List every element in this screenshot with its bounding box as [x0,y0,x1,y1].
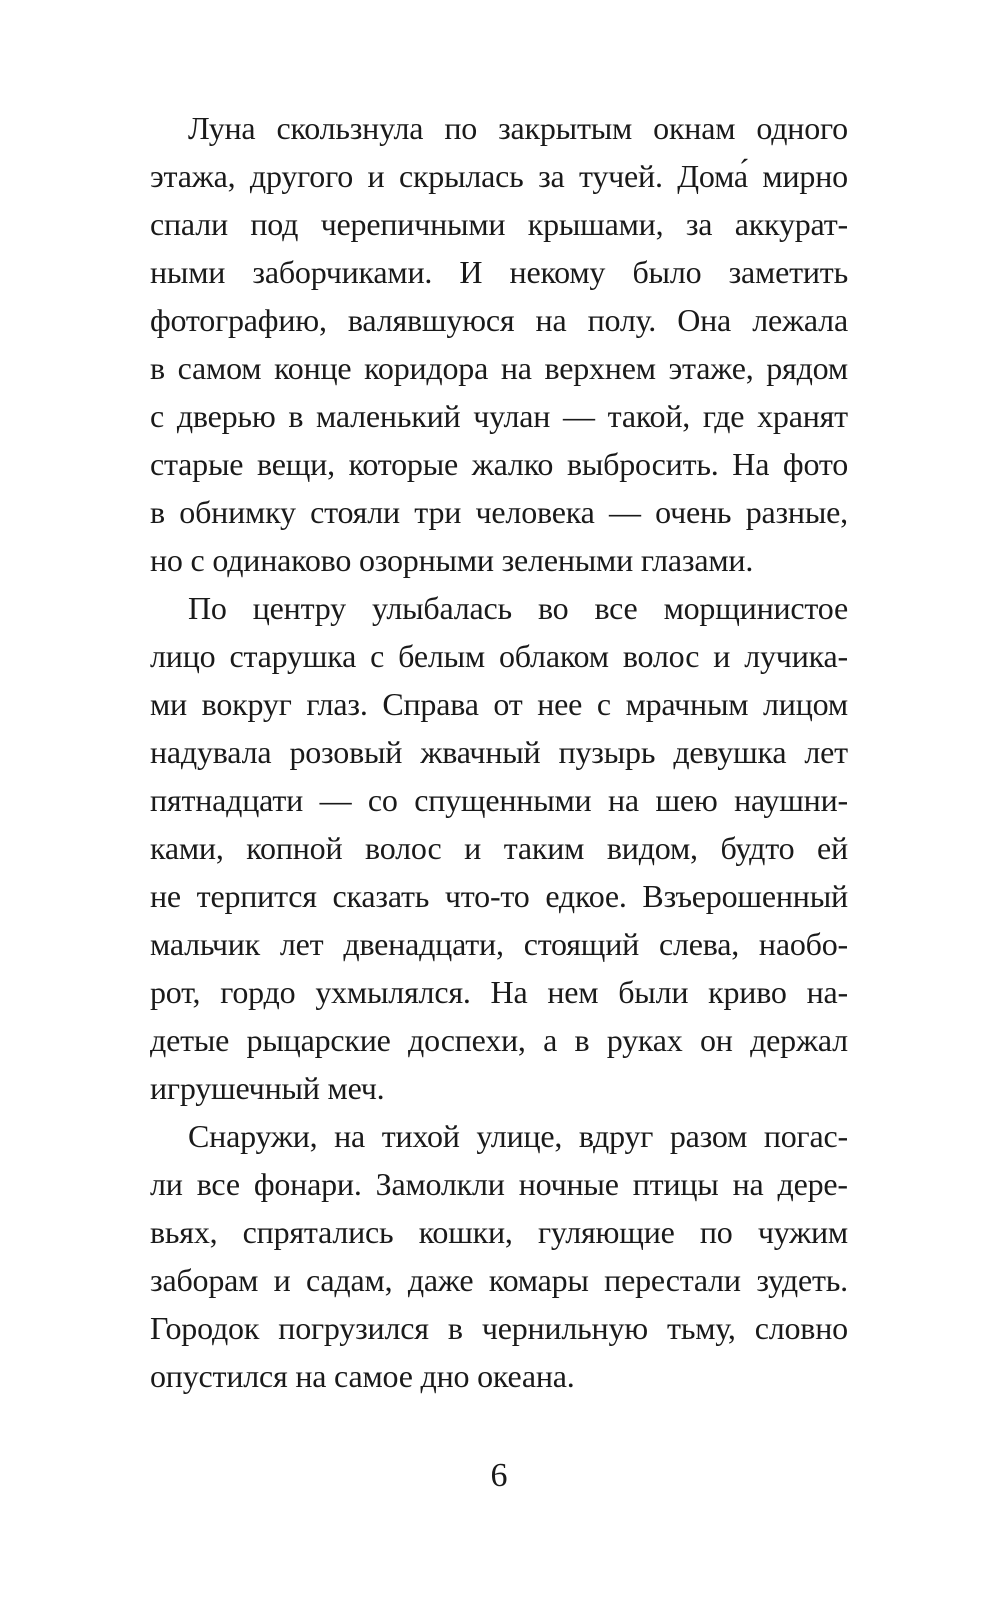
text-line: но с одинаково озорными зелеными глазами. [150,542,754,578]
text-line: ми вокруг глаз. Справа от нее с мрачным лицом [150,686,848,722]
text-line: мальчик лет двенадцати, стоящий слева, наобо- [150,926,848,962]
page-number: 6 [490,1457,508,1494]
text-line: вьях, спрятались кошки, гуляющие по чужим [150,1214,848,1250]
text-line: фотографию, валявшуюся на полу. Она лежала [150,302,848,338]
text-line: в обнимку стояли три человека — очень разные, [150,494,848,530]
text-line: ными заборчиками. И некому было заметить [150,254,848,290]
text-line: этажа, другого и скрылась за тучей. Дома́ мирно [150,158,848,194]
text-line: ками, копной волос и таким видом, будто ей [150,830,848,866]
text-line: детые рыцарские доспехи, а в руках он держал [150,1022,848,1058]
text-line: заборам и садам, даже комары перестали зудеть. [150,1262,848,1298]
text-line: Луна скользнула по закрытым окнам одного [188,110,848,146]
text-line: Городок погрузился в чернильную тьму, словно [150,1310,848,1346]
text-line: лицо старушка с белым облаком волос и лучика- [150,638,848,674]
text-line: надувала розовый жвачный пузырь девушка лет [150,734,848,770]
text-line: не терпится сказать что-то едкое. Взъерошенный [150,878,848,914]
text-line: Снаружи, на тихой улице, вдруг разом погас- [188,1118,848,1154]
text-line: По центру улыбалась во все морщинистое [188,590,848,626]
text-line: ли все фонари. Замолкли ночные птицы на дере- [150,1166,848,1202]
text-line: опустился на самое дно океана. [150,1358,575,1394]
text-line: старые вещи, которые жалко выбросить. На фото [150,446,848,482]
text-line: игрушечный меч. [150,1070,385,1106]
text-line: с дверью в маленький чулан — такой, где хранят [150,398,848,434]
text-line: рот, гордо ухмылялся. На нем были криво на- [150,974,848,1010]
text-line: спали под черепичными крышами, за аккурат- [150,206,848,242]
body-text [150,104,848,1400]
text-line: пятнадцати — со спущенными на шею наушни- [150,782,848,818]
text-line: в самом конце коридора на верхнем этаже, рядом [150,350,848,386]
